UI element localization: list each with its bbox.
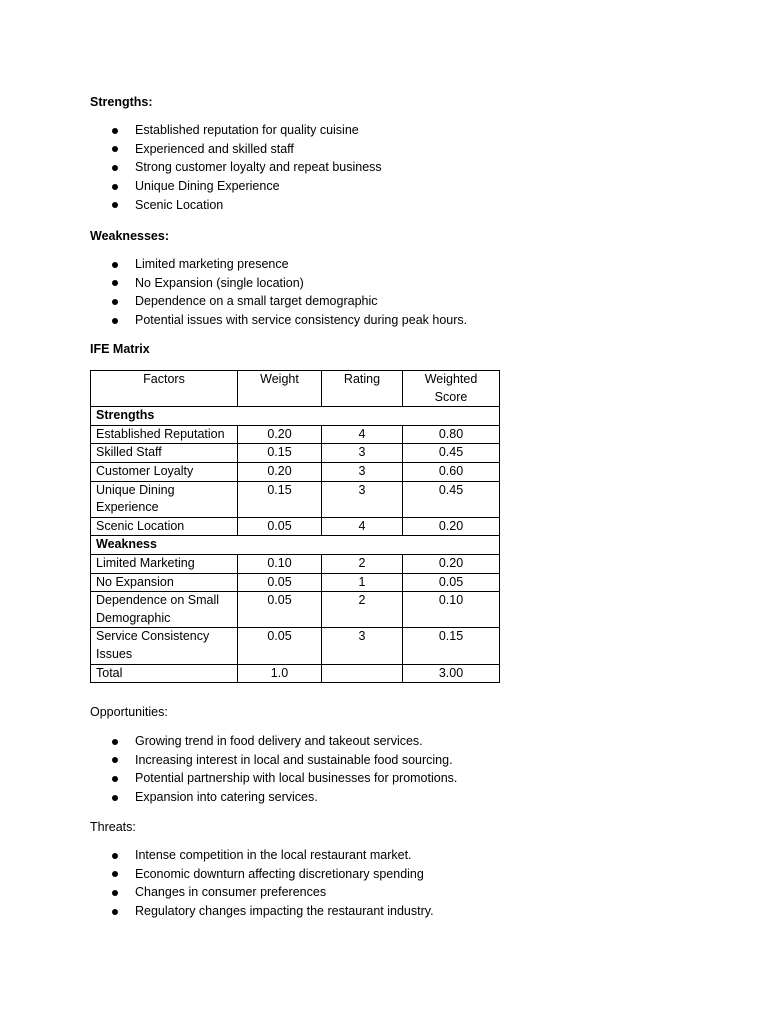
factor-cell: Established Reputation [91, 425, 238, 444]
table-row [91, 554, 500, 573]
list-item-text: Established reputation for quality cuisine [135, 123, 359, 137]
table-row [91, 517, 500, 536]
table-row [91, 592, 500, 628]
bullet-icon [112, 165, 118, 171]
weight-cell: 0.05 [238, 628, 322, 664]
ife-table-body [91, 407, 500, 683]
list-item-text: Increasing interest in local and sustainable food sourcing. [135, 752, 453, 767]
list-item-text: Potential partnership with local businesses for promotions. [135, 771, 458, 786]
rating-cell: 2 [322, 592, 403, 628]
ife-matrix-table [90, 370, 500, 683]
table-row [91, 628, 500, 664]
weight-cell: 0.05 [238, 573, 322, 592]
weaknesses-list [90, 255, 467, 330]
factor-cell: Service Consistency Issues [91, 628, 238, 664]
list-item-text: Potential issues with service consistency during peak hours. [135, 313, 468, 328]
factor-cell: Customer Loyalty [91, 462, 238, 481]
list-item-text: Scenic Location [135, 197, 224, 212]
list-item [90, 255, 467, 274]
bullet-icon [112, 757, 118, 763]
rating-cell: 4 [322, 425, 403, 444]
table-row [91, 481, 500, 517]
factor-cell: Skilled Staff [91, 444, 238, 463]
list-item-text: Unique Dining Experience [135, 179, 280, 194]
list-item [90, 274, 467, 293]
weight-cell: 0.20 [238, 462, 322, 481]
strengths-list [90, 121, 382, 214]
section-label: Weakness [91, 536, 500, 555]
table-row [91, 573, 500, 592]
factor-cell: Dependence on Small Demographic [91, 592, 238, 628]
list-item [90, 140, 382, 159]
table-row [91, 444, 500, 463]
list-item-text: Strong customer loyalty and repeat business [135, 160, 382, 175]
list-item [90, 902, 434, 921]
list-item-text: Dependence on a small target demographic [135, 294, 378, 309]
bullet-icon [112, 128, 118, 134]
bullet-icon [112, 202, 118, 208]
weaknesses-heading: Weaknesses: [90, 229, 169, 243]
rating-cell: 3 [322, 444, 403, 463]
bullet-icon [112, 909, 118, 915]
weight-cell: 0.15 [238, 444, 322, 463]
list-item [90, 751, 457, 770]
score-cell: 0.20 [403, 517, 500, 536]
score-cell: 0.10 [403, 592, 500, 628]
weight-cell: 1.0 [238, 664, 322, 683]
list-item [90, 732, 457, 751]
bullet-icon [112, 776, 118, 782]
list-item [90, 846, 434, 865]
list-item [90, 177, 382, 196]
list-item-text: Economic downturn affecting discretionary spending [135, 866, 424, 881]
bullet-icon [112, 299, 118, 305]
list-item-text: Limited marketing presence [135, 257, 289, 271]
rating-cell [322, 664, 403, 683]
bullet-icon [112, 795, 118, 801]
list-item-text: Expansion into catering services. [135, 790, 318, 805]
factor-cell: No Expansion [91, 573, 238, 592]
strengths-heading: Strengths: [90, 95, 153, 109]
list-item [90, 311, 467, 330]
bullet-icon [112, 871, 118, 877]
bullet-icon [112, 146, 118, 152]
header-rating: Rating [322, 371, 403, 407]
score-cell: 0.80 [403, 425, 500, 444]
threats-heading: Threats: [90, 820, 136, 834]
list-item-text: Intense competition in the local restaurant market. [135, 848, 412, 862]
opportunities-list [90, 732, 457, 807]
header-factors: Factors [91, 371, 238, 407]
table-row [91, 462, 500, 481]
strengths-section-row [91, 407, 500, 426]
weight-cell: 0.05 [238, 517, 322, 536]
list-item-text: No Expansion (single location) [135, 275, 304, 290]
list-item-text: Experienced and skilled staff [135, 141, 294, 156]
score-cell: 0.45 [403, 444, 500, 463]
bullet-icon [112, 280, 118, 286]
total-row [91, 664, 500, 683]
list-item [90, 865, 434, 884]
rating-cell: 2 [322, 554, 403, 573]
score-cell: 3.00 [403, 664, 500, 683]
list-item-text: Growing trend in food delivery and takeout services. [135, 734, 423, 748]
list-item [90, 121, 382, 140]
list-item [90, 196, 382, 215]
weight-cell: 0.05 [238, 592, 322, 628]
list-item-text: Regulatory changes impacting the restaurant industry. [135, 904, 434, 919]
bullet-icon [112, 262, 118, 268]
list-item [90, 769, 457, 788]
bullet-icon [112, 184, 118, 190]
ife-matrix-heading: IFE Matrix [90, 342, 150, 356]
score-cell: 0.60 [403, 462, 500, 481]
factor-cell: Unique Dining Experience [91, 481, 238, 517]
rating-cell: 3 [322, 462, 403, 481]
score-cell: 0.20 [403, 554, 500, 573]
list-item-text: Changes in consumer preferences [135, 885, 327, 900]
list-item [90, 883, 434, 902]
list-item [90, 788, 457, 807]
opportunities-heading: Opportunities: [90, 705, 168, 719]
factor-cell: Scenic Location [91, 517, 238, 536]
section-label: Strengths [91, 407, 500, 426]
table-header-row [91, 371, 500, 407]
list-item [90, 158, 382, 177]
factor-cell: Limited Marketing [91, 554, 238, 573]
bullet-icon [112, 318, 118, 324]
weight-cell: 0.20 [238, 425, 322, 444]
threats-list [90, 846, 434, 921]
score-cell: 0.05 [403, 573, 500, 592]
bullet-icon [112, 739, 118, 745]
list-item [90, 292, 467, 311]
rating-cell: 1 [322, 573, 403, 592]
score-cell: 0.45 [403, 481, 500, 517]
score-cell: 0.15 [403, 628, 500, 664]
bullet-icon [112, 890, 118, 896]
table-row [91, 425, 500, 444]
rating-cell: 4 [322, 517, 403, 536]
header-weight: Weight [238, 371, 322, 407]
rating-cell: 3 [322, 628, 403, 664]
weight-cell: 0.15 [238, 481, 322, 517]
factor-cell: Total [91, 664, 238, 683]
weakness-section-row [91, 536, 500, 555]
weight-cell: 0.10 [238, 554, 322, 573]
bullet-icon [112, 853, 118, 859]
header-weighted-score: Weighted Score [403, 371, 500, 407]
rating-cell: 3 [322, 481, 403, 517]
